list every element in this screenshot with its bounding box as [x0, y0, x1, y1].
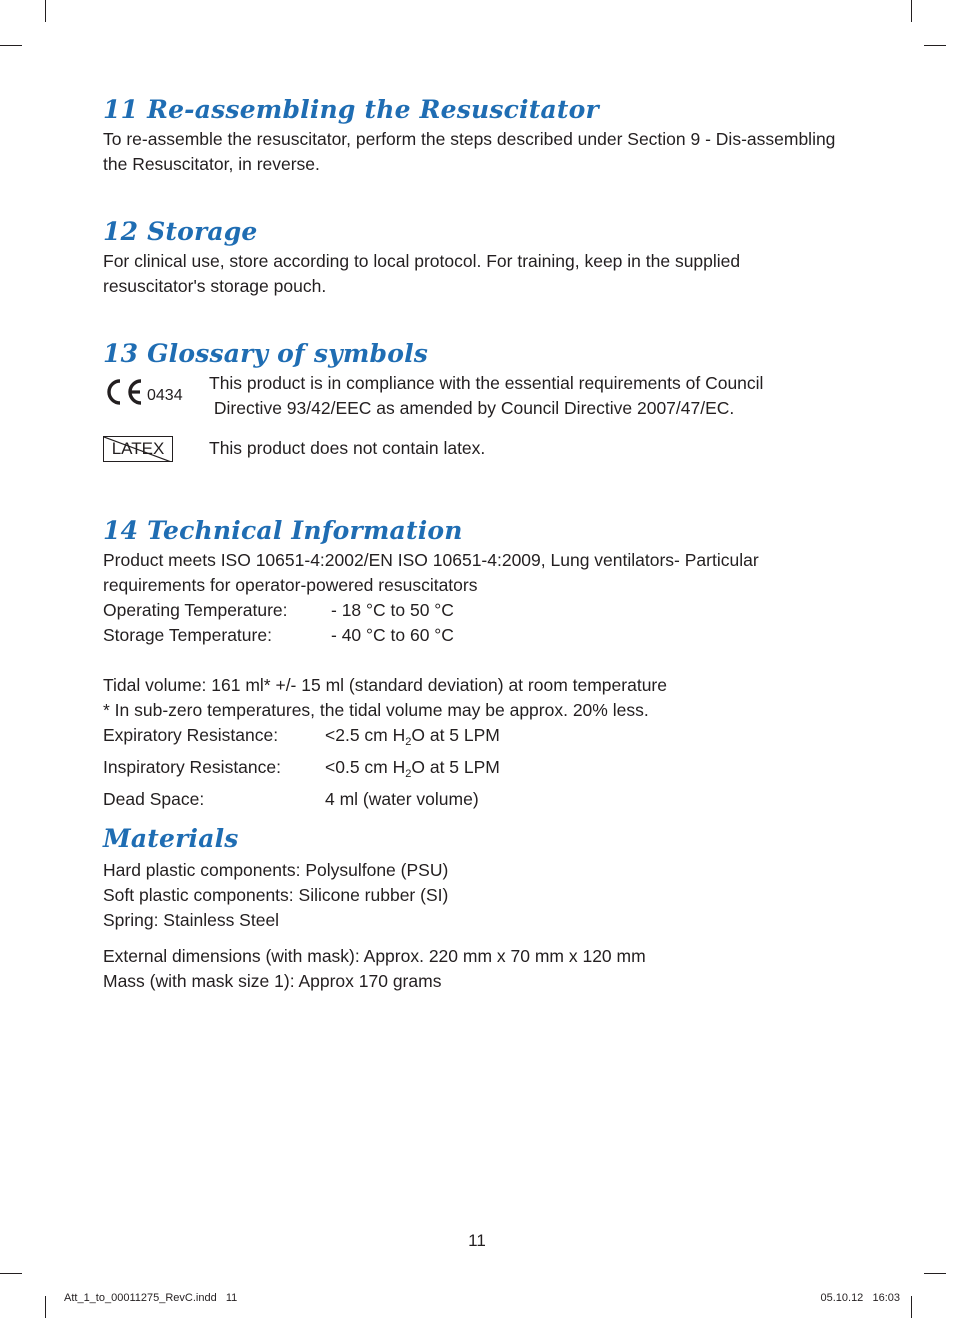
body-text: Spring: Stainless Steel	[103, 910, 280, 930]
latex-symbol-row	[103, 436, 863, 462]
body-text: the Resuscitator, in reverse.	[103, 154, 320, 174]
crop-mark	[45, 0, 46, 22]
body-text: To re-assemble the resuscitator, perform the steps described under Section 9 - Dis-assembling	[103, 129, 836, 149]
crop-mark	[911, 1296, 912, 1318]
section-storage	[103, 215, 863, 299]
crop-mark	[924, 45, 946, 46]
ce-symbol-row	[103, 371, 863, 421]
section-title: 12 Storage	[103, 217, 258, 246]
body-text: Mass (with mask size 1): Approx 170 grams	[103, 971, 442, 991]
body-text: Hard plastic components: Polysulfone (PSU)	[103, 860, 449, 880]
strike-line	[104, 437, 173, 462]
expiratory-resistance: Expiratory Resistance: <2.5 cm $H_2O$ at 5 LPM	[103, 725, 500, 748]
crop-mark	[0, 45, 22, 46]
body-text: Product meets ISO 10651-4:2002/EN ISO 10651-4:2009, Lung ventilators- Particular	[103, 550, 759, 570]
latex-free-icon	[103, 436, 173, 462]
section-glossary	[103, 337, 863, 462]
ce-description: This product is in compliance with the essential requirements of Council Directive 93/42/EEC as amended by Council Directive 2007/47/EC.	[209, 373, 764, 418]
inspiratory-resistance: Inspiratory Resistance: <0.5 cm $H_2O$ at 5 LPM	[103, 757, 500, 780]
footer-file-info: Att_1_to_00011275_RevC.indd 11	[64, 1292, 238, 1304]
body-text: External dimensions (with mask): Approx. 220 mm x 70 mm x 120 mm	[103, 946, 646, 966]
operating-temperature: Operating Temperature: - 18 °C to 50 °C	[103, 600, 454, 620]
section-title: 13 Glossary of symbols	[103, 339, 429, 368]
ce-mark	[103, 376, 183, 406]
section-title: 14 Technical Information	[103, 516, 463, 545]
body-text: Tidal volume: 161 ml* +/- 15 ml (standard deviation) at room temperature	[103, 675, 667, 695]
body-text: resuscitator's storage pouch.	[103, 276, 327, 296]
section-title: Materials	[103, 824, 239, 853]
latex-description: This product does not contain latex.	[209, 438, 486, 458]
crop-mark	[924, 1273, 946, 1274]
body-text: requirements for operator-powered resuscitators	[103, 575, 478, 595]
ce-notified-body-number: 0434	[147, 387, 183, 404]
page-number: 11	[468, 1231, 486, 1250]
crop-mark	[45, 1296, 46, 1318]
section-technical	[103, 514, 863, 812]
page-content	[103, 93, 863, 994]
ce-mark-icon	[103, 378, 143, 406]
dead-space: Dead Space: 4 ml (water volume)	[103, 789, 479, 809]
section-title: 11 Re-assembling the Resuscitator	[103, 95, 599, 124]
body-text: Soft plastic components: Silicone rubber (SI)	[103, 885, 449, 905]
latex-label: LATEX	[111, 439, 165, 458]
storage-temperature: Storage Temperature: - 40 °C to 60 °C	[103, 625, 454, 645]
crop-mark	[0, 1273, 22, 1274]
section-reassembling	[103, 93, 863, 177]
footer-date: 05.10.12 16:03	[820, 1292, 900, 1304]
body-text: For clinical use, store according to local protocol. For training, keep in the supplied	[103, 251, 741, 271]
section-materials	[103, 822, 863, 994]
body-text: * In sub-zero temperatures, the tidal volume may be approx. 20% less.	[103, 700, 649, 720]
crop-mark	[911, 0, 912, 22]
